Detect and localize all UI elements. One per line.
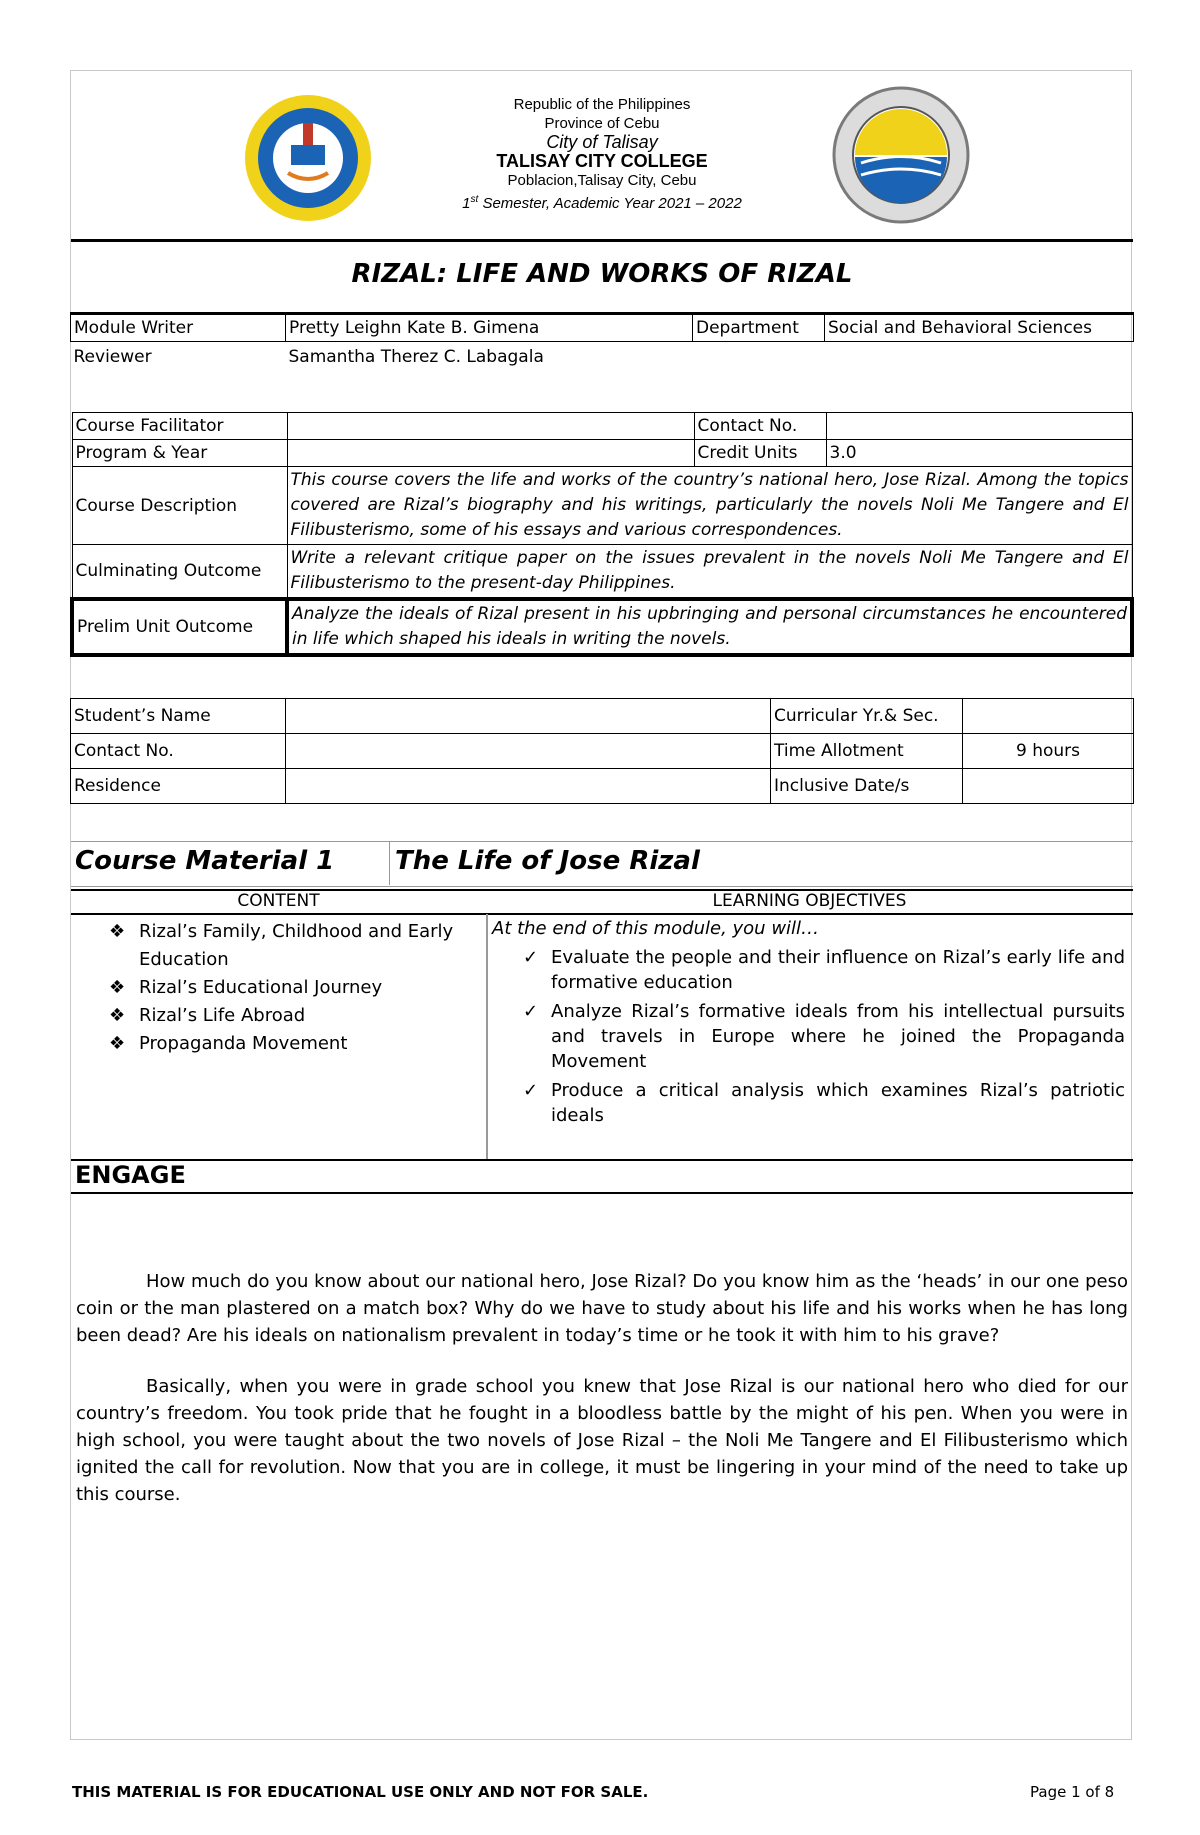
republic-line: Republic of the Philippines <box>513 96 691 113</box>
culminating-label: Culminating Outcome <box>72 545 287 600</box>
province-line: Province of Cebu <box>544 115 660 132</box>
objectives-intro: At the end of this module, you will… <box>492 918 820 939</box>
facilitator-value <box>287 413 694 440</box>
residence-label: Residence <box>71 769 286 804</box>
reviewer-value: Samantha Therez C. Labagala <box>288 346 544 367</box>
contact-value <box>826 413 1132 440</box>
checkmark-icon: ✓ <box>523 947 539 968</box>
list-item: ✓ Produce a critical analysis which examines Rizal’s patriotic ideals <box>523 1080 1125 1126</box>
module-info-table <box>70 312 1134 372</box>
list-item: ✓ Analyze Rizal’s formative ideals from his intellectual pursuits and travels in Europe where he joined the Propaganda Movement <box>523 1001 1125 1072</box>
content-header-rule <box>71 913 1133 915</box>
student-contact-value <box>286 734 771 769</box>
diamond-bullet-icon: ❖ <box>109 1033 126 1054</box>
objectives-list <box>511 945 1125 1128</box>
address-line: Poblacion,Talisay City, Cebu <box>507 172 697 189</box>
department-value: Social and Behavioral Sciences <box>825 314 1134 342</box>
footer-notice: THIS MATERIAL IS FOR EDUCATIONAL USE ONLY AND NOT FOR SALE. <box>72 1783 649 1801</box>
diamond-bullet-icon: ❖ <box>109 977 126 998</box>
list-item: ✓ Evaluate the people and their influence on Rizal’s early life and formative education <box>523 947 1125 993</box>
inclusive-dates-value <box>963 769 1134 804</box>
diamond-bullet-icon: ❖ <box>109 921 126 942</box>
content-header: CONTENT <box>237 891 320 911</box>
engage-bottom-rule <box>71 1192 1133 1194</box>
list-item: ❖ Rizal’s Life Abroad <box>99 1002 469 1030</box>
student-contact-label: Contact No. <box>71 734 286 769</box>
curricular-label: Curricular Yr.& Sec. <box>771 699 963 734</box>
description-label: Course Description <box>72 467 287 545</box>
reviewer-label: Reviewer <box>73 346 152 367</box>
prelim-value: Analyze the ideals of Rizal present in his upbringing and personal circumstances he encountered in life which shaped his ideals in writing the novels. <box>287 599 1132 655</box>
diamond-bullet-icon: ❖ <box>109 1005 126 1026</box>
student-name-value <box>286 699 771 734</box>
content-list <box>99 918 469 1058</box>
credit-label: Credit Units <box>694 440 826 467</box>
course-material-label: Course Material 1 <box>75 846 335 876</box>
prelim-label: Prelim Unit Outcome <box>72 599 287 655</box>
semester-line: 1st Semester, Academic Year 2021 – 2022 <box>462 194 742 212</box>
time-allotment-value: 9 hours <box>963 734 1134 769</box>
writer-value: Pretty Leighn Kate B. Gimena <box>286 314 693 342</box>
engage-paragraph-2: Basically, when you were in grade school you knew that Jose Rizal is our national hero who died for our country’s freedom. You took pride that he fought in a bloodless battle by the might of his pen. When you were in high school, you were taught about the two novels of Jose Rizal – the Noli Me Tangere and El Filibusterismo which ignited the call for revolution. Now that you are in college, it must be lingering in your mind of the need to take up this course. <box>76 1376 1128 1505</box>
program-label: Program & Year <box>72 440 287 467</box>
culminating-value: Write a relevant critique paper on the issues prevalent in the novels Noli Me Tangere and El Filibusterismo to the present-day Philippines. <box>287 545 1132 600</box>
course-info-table <box>70 412 1134 657</box>
engage-paragraph-1: How much do you know about our national hero, Jose Rizal? Do you know him as the ‘heads’ in our one peso coin or the man plastered on a match box? Why do we have to study about his life and his works when he has long been dead? Are his ideals on nationalism prevalent in today’s time or he took it with him to his grave? <box>76 1271 1128 1346</box>
writer-label: Module Writer <box>71 314 286 342</box>
engage-heading: ENGAGE <box>75 1161 186 1189</box>
inclusive-dates-label: Inclusive Date/s <box>771 769 963 804</box>
city-line: City of Talisay <box>546 132 658 152</box>
objectives-header: LEARNING OBJECTIVES <box>712 891 907 911</box>
engage-top-rule <box>71 1159 1133 1161</box>
credit-value: 3.0 <box>826 440 1132 467</box>
module-title: RIZAL: LIFE AND WORKS OF RIZAL <box>351 259 853 289</box>
description-value: This course covers the life and works of the country’s national hero, Jose Rizal. Among the topics covered are Rizal’s biography and his writings, particularly the novels Noli Me Tangere and El Filibusterismo, some of his essays and various correspondences. <box>287 467 1132 545</box>
college-name: TALISAY CITY COLLEGE <box>496 151 708 171</box>
department-label: Department <box>693 314 825 342</box>
page-number: Page 1 of 8 <box>1030 1783 1115 1801</box>
course-material-divider <box>389 841 390 885</box>
time-allotment-label: Time Allotment <box>771 734 963 769</box>
list-item: ❖ Propaganda Movement <box>99 1030 469 1058</box>
course-material-name: The Life of Jose Rizal <box>395 846 700 876</box>
header-divider <box>71 239 1133 242</box>
contact-label: Contact No. <box>694 413 826 440</box>
residence-value <box>286 769 771 804</box>
curricular-value <box>963 699 1134 734</box>
checkmark-icon: ✓ <box>523 1001 539 1022</box>
facilitator-label: Course Facilitator <box>72 413 287 440</box>
content-column-divider <box>486 914 488 1160</box>
student-name-label: Student’s Name <box>71 699 286 734</box>
checkmark-icon: ✓ <box>523 1080 539 1101</box>
document-page <box>70 70 1132 1740</box>
program-value <box>287 440 694 467</box>
list-item: ❖ Rizal’s Family, Childhood and Early Education <box>99 918 469 974</box>
letterhead <box>71 95 1133 213</box>
list-item: ❖ Rizal’s Educational Journey <box>99 974 469 1002</box>
student-info-table <box>70 698 1134 804</box>
